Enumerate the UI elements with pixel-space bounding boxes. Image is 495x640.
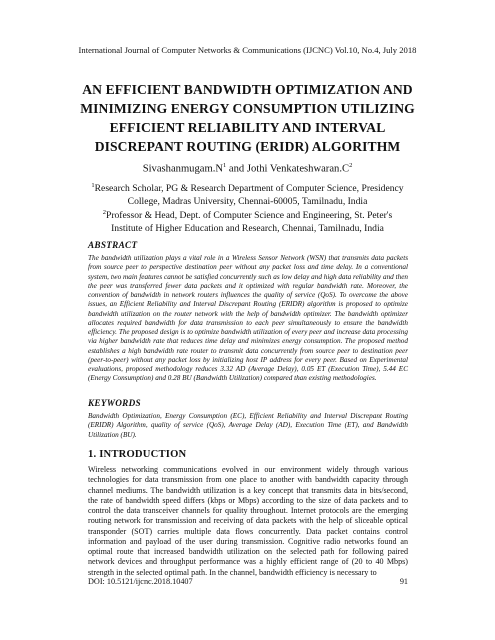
title-line: MINIMIZING ENERGY CONSUMPTION UTILIZING [80, 101, 415, 116]
affiliation [90, 207, 405, 235]
introduction-text: Wireless networking communications evolved in our environment widely through various technologies for data transmission from one place to another with bandwidth capacity through channel mediums. The bandwidth utilization is a key concept that transmits data in bits/second, the rate of bandwidth speed differs (kbps or Mbps) according to the size of data packets and to control the data transceiver channels for quality throughout. Internet protocols are the emerging routing network for transmission and receiving of data packets with the help of sliceable optical transponder (SOT) carries multiple data flows concurrently. Data packet contains control information and payload of the user during transmission. Cognitive radio networks found an optimal route that increased bandwidth utilization on the selected path for following paired network devices and throughput performance was a highly efficient range of (20 to 40 Mbps) strength in the selected optimal path. In the channel, bandwidth efficiency is necessary to [88, 465, 408, 577]
journal-header: International Journal of Computer Networks & Communications (IJCNC) Vol.10, No.4, July 2018 [78, 45, 417, 55]
doi-link[interactable]: DOI: 10.5121/ijcnc.2018.10407 [88, 577, 193, 586]
author-superscript: 2 [349, 162, 353, 169]
author-connector: and [226, 163, 247, 175]
keywords-heading: KEYWORDS [88, 398, 141, 408]
affiliation-text: Professor & Head, Dept. of Computer Science and Engineering, St. Peter's Institute of Higher Education and Research, Chennai, Tamilnadu, India [105, 210, 393, 234]
author-superscript: 1 [223, 162, 227, 169]
affiliation-text: Research Scholar, PG & Research Department of Computer Science, Presidency College, Madras University, Chennai-60005, Tamilnadu, India [94, 183, 404, 207]
affiliation-superscript: 1 [91, 182, 95, 189]
author-list [0, 162, 495, 175]
affiliation [90, 180, 405, 208]
paper-title [60, 80, 435, 156]
abstract-heading: ABSTRACT [88, 240, 138, 250]
affiliation-superscript: 2 [102, 209, 106, 216]
section-heading: 1. INTRODUCTION [88, 449, 187, 460]
keywords-text: Bandwidth Optimization, Energy Consumption (EC), Efficient Reliability and Interval Discrepant Routing (ERIDR) Algorithm, quality of service (QoS), Average Delay (AD), Execution Time (ET), and Bandwidth Utilization (BU). [88, 412, 408, 439]
author-name: Jothi Venkateshwaran.C [246, 163, 350, 175]
title-line: EFFICIENT RELIABILITY AND INTERVAL [109, 120, 386, 135]
abstract-text: The bandwidth utilization plays a vital role in a Wireless Sensor Network (WSN) that transmits data packets from source peer to perspective destination peer without any packet loss and time delay. In a conventional system, two main features cannot be satisfied concurrently such as low delay and high data reliability and then the peer was transferred fewer data packets and it optimized with regular bandwidth rate. Moreover, the convention of bandwidth in network routers influences the quality of service (QoS). To overcome the above issues, an Efficient Reliability and Interval Discrepant Routing (ERIDR) algorithm is proposed to optimize bandwidth utilization on the router network with the help of bandwidth optimizer. The bandwidth optimizer allocates required bandwidth for data transmission to each peer simultaneously to ensure the bandwidth efficiency. The proposed design is to optimize bandwidth utilization of every peer and increase data processing via higher bandwidth rate that reduces time delay and minimizes energy consumption. The proposed method establishes a high bandwidth rate router to transmit data concurrently from source peer to destination peer (peer-to-peer) without any packet loss by initializing host IP address for every peer. Based on Experimental evaluations, proposed methodology reduces 3.32 AD (Average Delay), 0.05 ET (Execution Time), 5.44 EC (Energy Consumption) and 0.28 BU (Bandwidth Utilization) compared than existing methodologies. [88, 254, 408, 383]
title-line: DISCREPANT ROUTING (ERIDR) ALGORITHM [94, 139, 401, 154]
title-line: AN EFFICIENT BANDWIDTH OPTIMIZATION AND [82, 82, 413, 97]
page-number: 91 [399, 577, 408, 586]
author-name: Sivashanmugam.N [142, 163, 224, 175]
